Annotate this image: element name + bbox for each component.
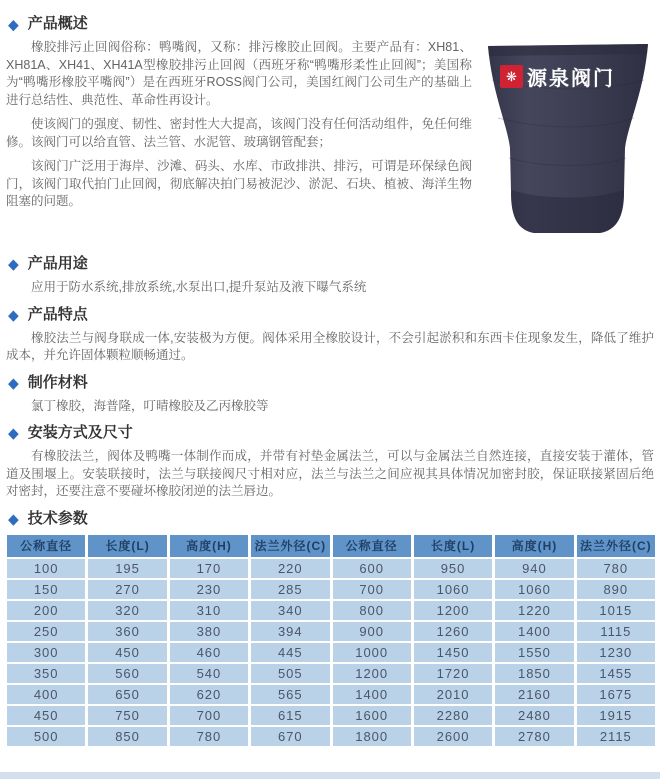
table-cell: 1600 [333, 706, 411, 725]
table-cell: 1400 [495, 622, 573, 641]
features-paragraph: 橡胶法兰与阀身联成一体,安装极为方便。阀体采用全橡胶设计，不会引起淤积和东西卡住现象发生，降低了维护成本，并允许固体颗粒顺畅通过。 [6, 330, 654, 362]
table-cell: 500 [7, 727, 85, 746]
column-header: 长度(L) [414, 535, 492, 557]
table-cell: 800 [333, 601, 411, 620]
table-cell: 340 [251, 601, 329, 620]
section-features [6, 305, 654, 365]
table-cell: 1200 [333, 664, 411, 683]
table-row [7, 580, 655, 599]
table-cell: 445 [251, 643, 329, 662]
table-cell: 220 [251, 559, 329, 578]
table-cell: 1720 [414, 664, 492, 683]
table-cell: 1915 [577, 706, 655, 725]
table-cell: 285 [251, 580, 329, 599]
table-row [7, 706, 655, 725]
overview-paragraph-2: 使该阀门的强度、韧性、密封性大大提高，该阀门没有任何活动组件，免任何维修。该阀门可以给直管、法兰管、水泥管、玻璃钢管配套； [6, 117, 472, 149]
table-cell: 1060 [495, 580, 573, 599]
table-cell: 380 [170, 622, 248, 641]
specs-table-body [7, 559, 655, 746]
table-cell: 1230 [577, 643, 655, 662]
table-cell: 394 [251, 622, 329, 641]
column-header: 法兰外径(C) [577, 535, 655, 557]
table-cell: 100 [7, 559, 85, 578]
table-cell: 170 [170, 559, 248, 578]
table-cell: 350 [7, 664, 85, 683]
table-cell: 615 [251, 706, 329, 725]
yuanquan-brand-logo-icon: ❋ [500, 65, 523, 88]
table-cell: 940 [495, 559, 573, 578]
table-cell: 270 [88, 580, 166, 599]
table-cell: 250 [7, 622, 85, 641]
diamond-bullet-icon: ◆ [8, 255, 19, 273]
section-heading-text: 制作材料 [27, 373, 88, 391]
diamond-bullet-icon: ◆ [8, 306, 19, 323]
section-heading-materials [8, 373, 654, 393]
table-cell: 1200 [414, 601, 492, 620]
table-cell: 195 [88, 559, 166, 578]
table-cell: 1450 [414, 643, 492, 662]
specs-table [4, 533, 658, 748]
section-heading-features [8, 305, 654, 325]
section-heading-text: 技术参数 [27, 509, 88, 527]
table-cell: 1000 [333, 643, 411, 662]
table-row [7, 685, 655, 704]
section-overview [6, 14, 654, 246]
table-cell: 1220 [495, 601, 573, 620]
table-cell: 360 [88, 622, 166, 641]
product-photo [482, 40, 654, 240]
table-cell: 310 [170, 601, 248, 620]
table-cell: 460 [170, 643, 248, 662]
section-specs [6, 509, 654, 748]
table-cell: 890 [577, 580, 655, 599]
table-cell: 1400 [333, 685, 411, 704]
table-cell: 540 [170, 664, 248, 683]
table-row [7, 601, 655, 620]
section-heading-text: 产品概述 [27, 15, 88, 32]
table-cell: 620 [170, 685, 248, 704]
section-materials [6, 373, 654, 416]
table-cell: 505 [251, 664, 329, 683]
table-row [7, 622, 655, 641]
table-cell: 300 [7, 643, 85, 662]
table-cell: 1850 [495, 664, 573, 683]
section-heading-overview [8, 14, 654, 34]
overview-paragraph-1: 橡胶排污止回阀俗称：鸭嘴阀，又称：排污橡胶止回阀。主要产品有：XH81、XH81A、XH41、XH41A型橡胶排污止回阀（西班牙称“鸭嘴形柔性止回阀”；美国称为“鸭嘴形橡胶平嘴阀”）是在西班牙ROSS阀门公司，美国红阀门公司生产的基础上进行总结性、典范性、革命性再设计。 [6, 40, 472, 107]
overview-paragraph-3: 该阀门广泛用于海岸、沙滩、码头、水库、市政排洪、排污，可谓是环保绿色阀门，该阀门取代拍门止回阀，彻底解决拍门易被泥沙、淤泥、石块、植被、海洋生物阻塞的问题。 [6, 159, 472, 208]
section-heading-text: 安装方式及尺寸 [27, 424, 133, 441]
table-cell: 1455 [577, 664, 655, 683]
brand-name-text: 源泉阀门 [527, 68, 615, 90]
column-header: 法兰外径(C) [251, 535, 329, 557]
table-cell: 150 [7, 580, 85, 599]
column-header: 高度(H) [170, 535, 248, 557]
section-heading-text: 产品用途 [27, 255, 88, 272]
table-cell: 450 [7, 706, 85, 725]
table-cell: 1115 [577, 622, 655, 641]
column-header: 公称直径 [7, 535, 85, 557]
section-heading-specs [8, 509, 654, 529]
table-cell: 1800 [333, 727, 411, 746]
table-cell: 2600 [414, 727, 492, 746]
table-cell: 2160 [495, 685, 573, 704]
specs-table-wrap [6, 533, 654, 748]
table-cell: 200 [7, 601, 85, 620]
table-cell: 2480 [495, 706, 573, 725]
table-cell: 670 [251, 727, 329, 746]
table-cell: 565 [251, 685, 329, 704]
bottom-strip [0, 772, 660, 779]
table-cell: 2280 [414, 706, 492, 725]
table-cell: 560 [88, 664, 166, 683]
column-header: 高度(H) [495, 535, 573, 557]
column-header: 公称直径 [333, 535, 411, 557]
specs-header-row [7, 535, 655, 557]
table-cell: 750 [88, 706, 166, 725]
table-cell: 2780 [495, 727, 573, 746]
section-heading-usage [8, 254, 654, 274]
table-cell: 1015 [577, 601, 655, 620]
table-cell: 400 [7, 685, 85, 704]
table-cell: 600 [333, 559, 411, 578]
table-cell: 700 [170, 706, 248, 725]
table-cell: 2010 [414, 685, 492, 704]
table-cell: 900 [333, 622, 411, 641]
table-cell: 950 [414, 559, 492, 578]
diamond-bullet-icon: ◆ [8, 15, 19, 33]
table-cell: 1060 [414, 580, 492, 599]
table-cell: 1675 [577, 685, 655, 704]
column-header: 长度(L) [88, 535, 166, 557]
diamond-bullet-icon: ◆ [8, 374, 19, 391]
section-heading-text: 产品特点 [27, 305, 88, 323]
section-installation [6, 423, 654, 501]
table-row [7, 727, 655, 746]
table-cell: 2115 [577, 727, 655, 746]
table-row [7, 559, 655, 578]
usage-paragraph: 应用于防水系统,排放系统,水泵出口,提升泵站及液下曝气系统 [31, 280, 367, 294]
table-cell: 850 [88, 727, 166, 746]
table-cell: 1260 [414, 622, 492, 641]
table-row [7, 643, 655, 662]
table-cell: 230 [170, 580, 248, 599]
diamond-bullet-icon: ◆ [8, 424, 19, 442]
brand-strip [500, 62, 615, 91]
table-cell: 320 [88, 601, 166, 620]
materials-paragraph: 氯丁橡胶，海普隆，叮晴橡胶及乙丙橡胶等 [31, 398, 269, 413]
table-cell: 450 [88, 643, 166, 662]
table-cell: 780 [170, 727, 248, 746]
table-cell: 650 [88, 685, 166, 704]
table-cell: 700 [333, 580, 411, 599]
table-row [7, 664, 655, 683]
section-usage [6, 254, 654, 297]
specs-table-head [7, 535, 655, 557]
table-cell: 780 [577, 559, 655, 578]
diamond-bullet-icon: ◆ [8, 510, 19, 527]
table-cell: 1550 [495, 643, 573, 662]
section-heading-installation [8, 423, 654, 443]
installation-paragraph: 有橡胶法兰，阀体及鸭嘴一体制作而成，并带有衬垫金属法兰，可以与金属法兰自然连接，直接安装于灌体，管道及围堰上。安装联接时，法兰与联接阀尺寸相对应，法兰与法兰之间应视其具体情况加密封胶，保证联接紧固后绝对密封，还要注意不要碰坏橡胶闭逆的法兰唇边。 [6, 449, 654, 498]
